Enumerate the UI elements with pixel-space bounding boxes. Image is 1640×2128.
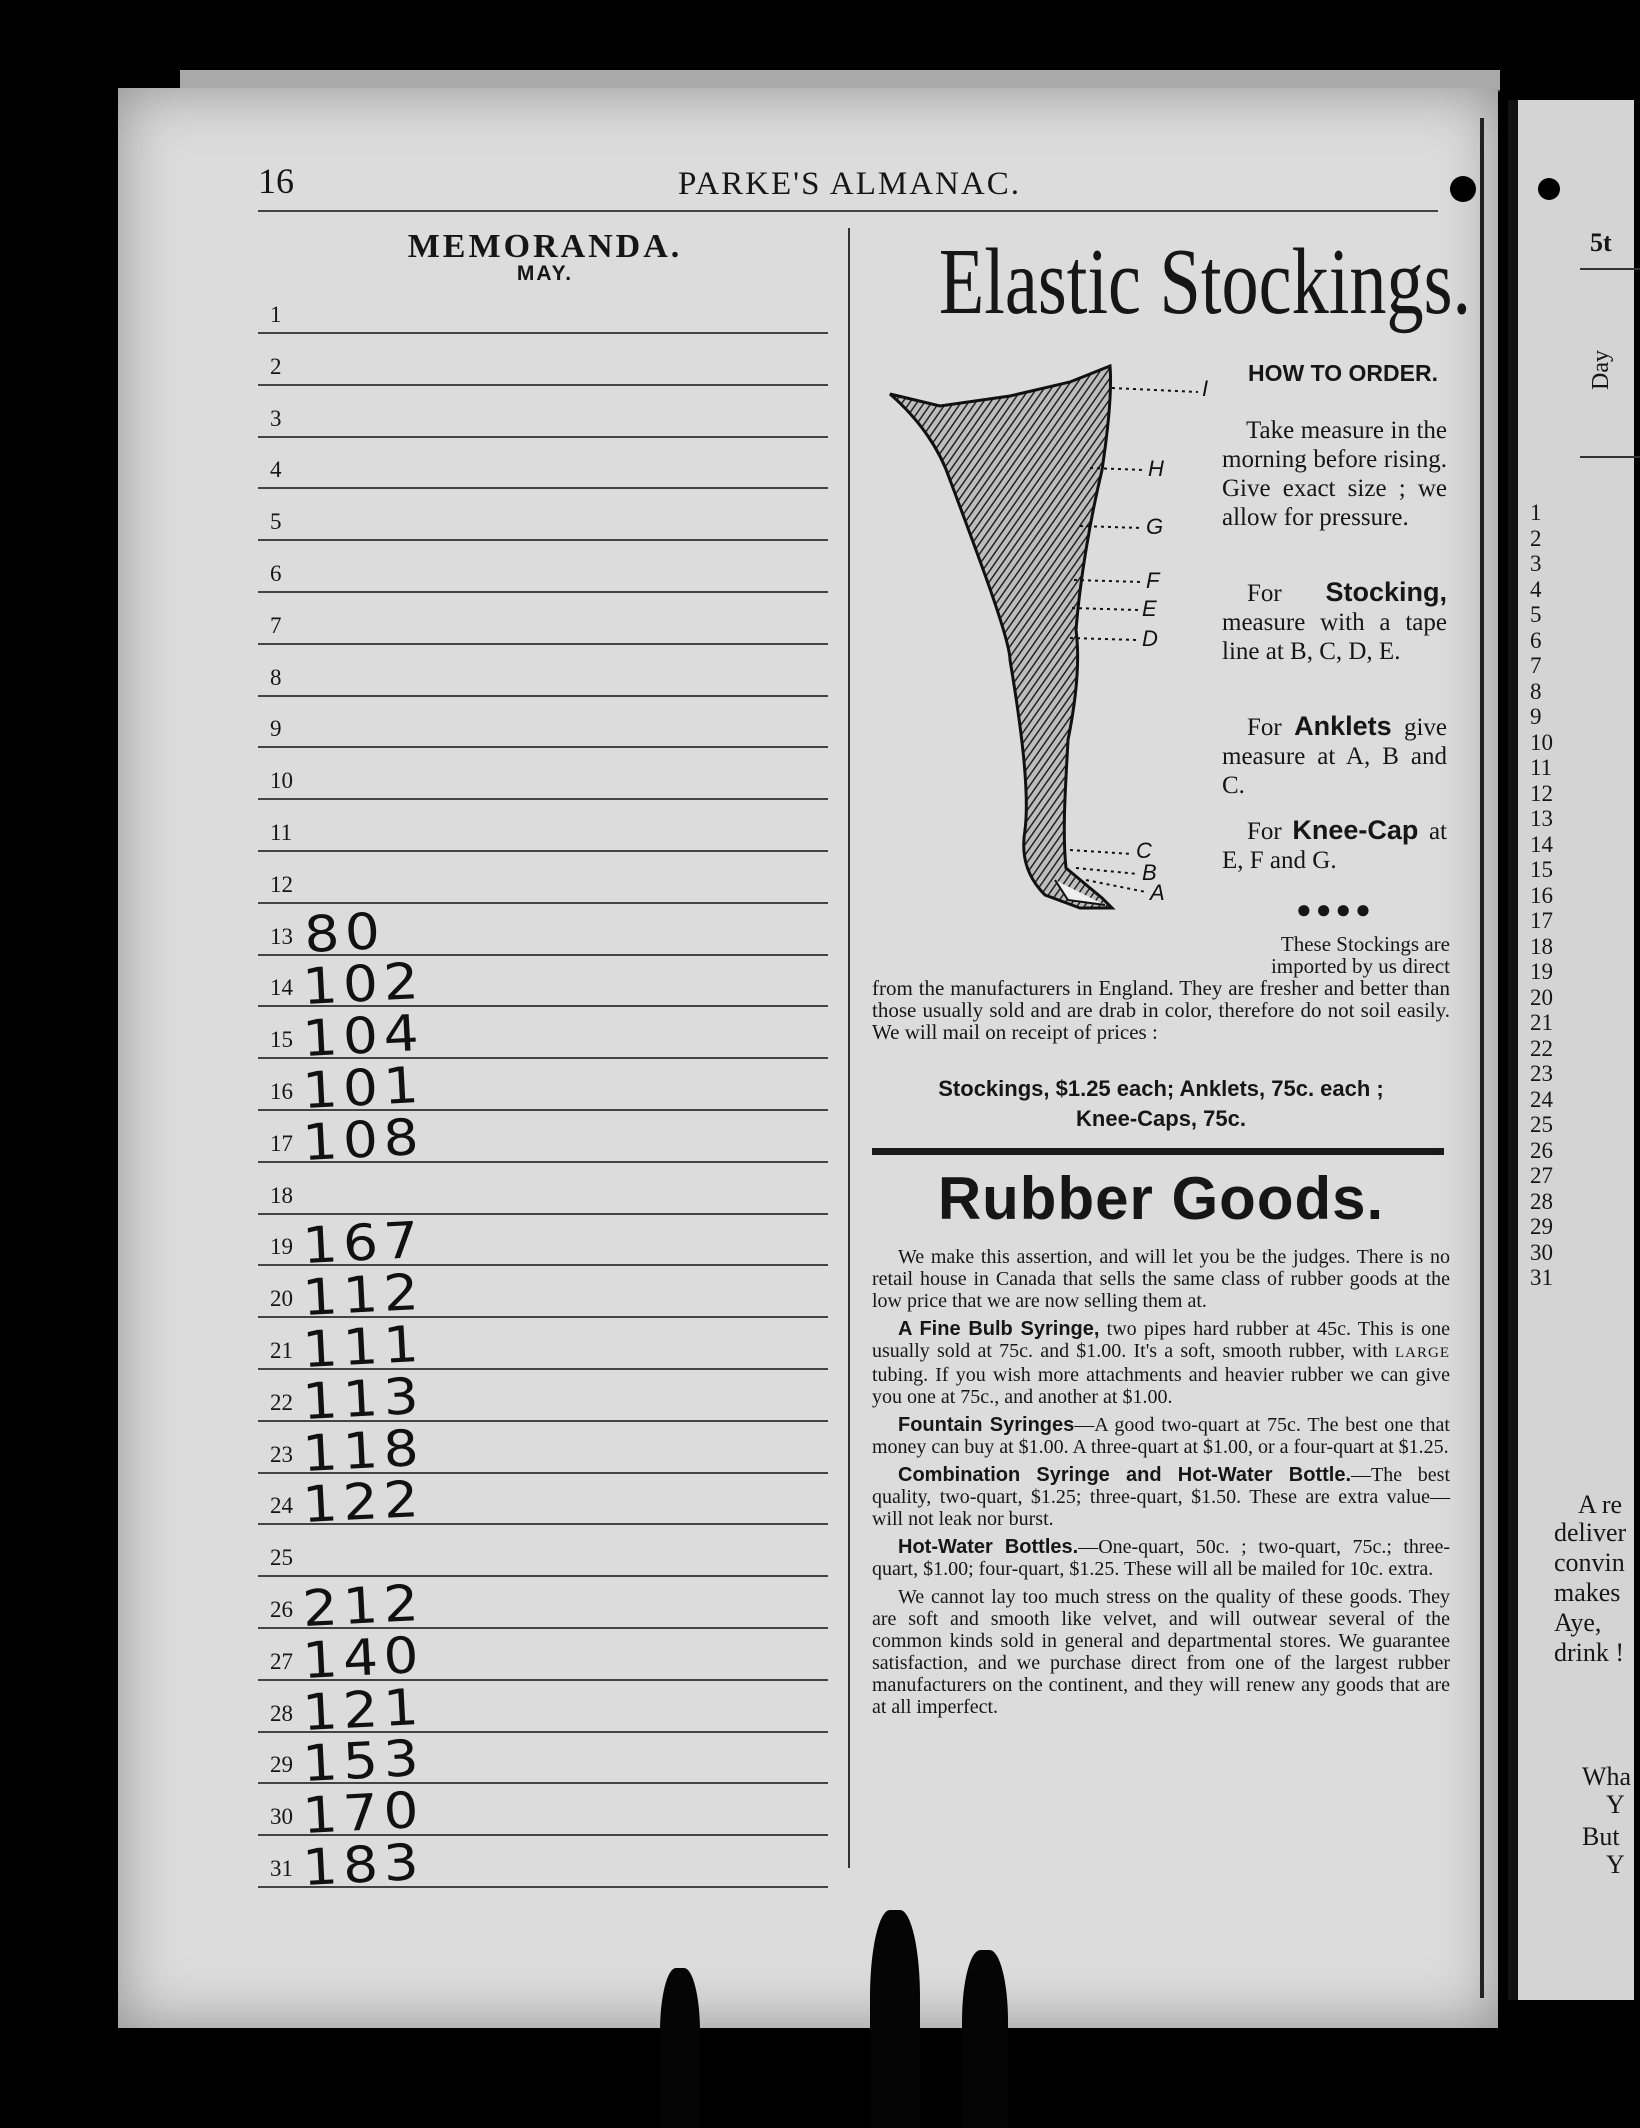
facing-text-fragment: But — [1582, 1822, 1620, 1851]
memoranda-handwritten-value: 167 — [301, 1211, 426, 1276]
memoranda-day: 21 — [270, 1338, 293, 1363]
ornament-dots: ●●●● — [1296, 895, 1375, 924]
rubber-closing: We cannot lay too much stress on the quality of these goods. They are soft and smooth like velvet, and will outwear several of the common kinds sold in general and departmental stores. We guarantee satisfaction, and we purchase direct from one of the largest rubber manufacturers on the continent, and they will renew any goods that are at all imperfect. — [872, 1586, 1450, 1718]
finger-shadow — [962, 1950, 1008, 2128]
stocking-instructions — [1222, 578, 1447, 666]
memoranda-handwritten-value: 122 — [301, 1470, 426, 1535]
memoranda-heading: MEMORANDA. — [407, 228, 683, 265]
facing-text-fragment: deliver — [1554, 1518, 1627, 1547]
leg-measure-label: E — [1142, 596, 1157, 621]
memoranda-day: 2 — [270, 353, 282, 379]
facing-day-number: 3 — [1530, 551, 1542, 576]
memoranda-day: 15 — [270, 1027, 293, 1053]
kneecap-label: Knee-Cap — [1292, 815, 1419, 845]
fountain-syringe-item — [872, 1414, 1450, 1458]
column-divider — [848, 228, 850, 1868]
memoranda-day: 25 — [270, 1545, 293, 1571]
memoranda-day: 30 — [270, 1804, 293, 1830]
memoranda-handwritten-value: 111 — [301, 1314, 426, 1380]
facing-day-number: 23 — [1530, 1061, 1553, 1086]
finger-shadow — [870, 1910, 920, 2128]
facing-text-fragment: makes — [1554, 1578, 1621, 1607]
memoranda-day: 31 — [270, 1856, 293, 1881]
prices-line-1: Stockings, $1.25 each; Anklets, 75c. each ; — [938, 1076, 1384, 1101]
section-divider — [872, 1148, 1444, 1155]
facing-day-number: 11 — [1530, 755, 1553, 780]
facing-day-number: 26 — [1530, 1137, 1553, 1163]
facing-day-number: 28 — [1530, 1188, 1553, 1214]
memoranda-row — [258, 1781, 828, 1846]
rubber-goods-title: Rubber Goods. — [937, 1165, 1385, 1232]
memoranda-row — [258, 1163, 828, 1215]
memoranda-row — [258, 1055, 828, 1121]
hot-water-item — [872, 1536, 1450, 1580]
memoranda-row — [258, 1004, 828, 1069]
memoranda-row — [258, 541, 828, 593]
combination-label: Combination Syringe and Hot-Water Bottle. — [898, 1464, 1352, 1486]
memoranda-row — [258, 1211, 828, 1276]
fountain-syringe-text: —A good two-quart at 75c. The best one that money can buy at $1.00. A three-quart at $1.00, or a four-quart at $1.25. — [872, 1414, 1450, 1458]
memoranda-day: 8 — [270, 664, 282, 690]
memoranda-row — [258, 1729, 828, 1794]
facing-text-fragment: Aye, — [1554, 1608, 1602, 1637]
facing-day-number: 19 — [1530, 959, 1553, 984]
memoranda-day: 13 — [270, 923, 293, 949]
memoranda-row — [258, 901, 828, 964]
memoranda-handwritten-value: 212 — [301, 1573, 426, 1639]
kneecap-text: at E, F and G. — [1222, 818, 1447, 874]
facing-heading-fragment: 5t — [1590, 228, 1612, 257]
facing-rule — [1580, 268, 1640, 270]
memoranda-row — [258, 1107, 828, 1172]
facing-text-fragment: Y — [1606, 1790, 1625, 1819]
memoranda-row — [258, 593, 828, 645]
facing-day-number: 17 — [1530, 908, 1553, 933]
facing-day-label: Day — [1588, 350, 1614, 390]
memoranda-row — [258, 334, 828, 386]
memoranda-handwritten-value: 153 — [301, 1729, 426, 1794]
memoranda-day: 22 — [270, 1389, 293, 1415]
memoranda-day: 14 — [270, 975, 293, 1001]
memoranda-handwritten-value: 121 — [301, 1677, 426, 1742]
memoranda-day: 24 — [270, 1493, 293, 1519]
facing-text-fragment: Wha — [1582, 1762, 1632, 1791]
facing-text-fragment: Y — [1606, 1850, 1625, 1879]
leg-measure-label: C — [1136, 838, 1152, 863]
memoranda-row — [258, 748, 828, 800]
memoranda-day: 19 — [270, 1234, 293, 1260]
stockings-ad-body — [872, 933, 1450, 1043]
facing-day-number: 9 — [1530, 704, 1542, 729]
memoranda-day: 29 — [270, 1752, 293, 1778]
kneecap-pre: For — [1247, 818, 1282, 845]
leg-measure-label: A — [1150, 880, 1165, 905]
page-number: 16 — [258, 161, 294, 201]
memoranda-day: 1 — [270, 302, 282, 327]
stockings-prices — [872, 1074, 1450, 1134]
kneecap-instructions — [1222, 816, 1447, 875]
facing-text-fragment: convin — [1554, 1548, 1625, 1577]
memoranda-handwritten-value: 183 — [301, 1832, 426, 1898]
anklets-pre: For — [1247, 714, 1282, 741]
memoranda-day: 3 — [270, 405, 282, 431]
facing-page-fragment — [1508, 100, 1634, 2000]
facing-day-number: 13 — [1530, 806, 1553, 831]
memoranda-day: 26 — [270, 1597, 293, 1622]
facing-day-number: 10 — [1530, 729, 1553, 755]
prices-line-2: Knee-Caps, 75c. — [1076, 1106, 1246, 1131]
facing-rule-2 — [1580, 456, 1640, 458]
memoranda-day: 5 — [270, 509, 282, 535]
leg-measure-label: D — [1142, 626, 1158, 651]
bulb-syringe-text-2: tubing. If you wish more attachments and heavier rubber we can give you one at 75c., and another at $1.00. — [872, 1364, 1450, 1408]
memoranda-day: 7 — [270, 612, 282, 638]
stocking-pre: For — [1247, 580, 1282, 607]
hot-water-text: —One-quart, 50c. ; two-quart, 75c.; three-quart, $1.00; four-quart, $1.25. These will all be mailed for 10c. extra. — [872, 1536, 1451, 1580]
facing-text-fragment: drink ! — [1554, 1638, 1625, 1667]
facing-day-number: 6 — [1530, 627, 1542, 653]
facing-day-number: 21 — [1530, 1010, 1553, 1035]
memoranda-handwritten-value: 118 — [301, 1418, 426, 1483]
facing-text-fragment: A re — [1578, 1490, 1623, 1519]
facing-day-number: 16 — [1530, 882, 1553, 908]
memoranda-row — [258, 282, 828, 334]
anklets-instructions — [1222, 712, 1447, 800]
anklets-label: Anklets — [1294, 711, 1392, 741]
memoranda-row — [258, 800, 828, 852]
stockings-body-text: from the manufacturers in England. They are fresher and better than those usually sold and are drab in color, therefore do not soil easily. We will mail on receipt of prices : — [872, 976, 1450, 1044]
facing-day-number: 25 — [1530, 1112, 1553, 1137]
memoranda-row — [258, 1677, 828, 1742]
facing-day-number: 27 — [1530, 1163, 1553, 1188]
memoranda-row — [258, 1470, 828, 1535]
memoranda-month: MAY. — [516, 262, 574, 285]
facing-day-number: 31 — [1530, 1265, 1553, 1290]
memoranda-row — [258, 1525, 828, 1577]
facing-day-number: 14 — [1530, 831, 1553, 857]
memoranda-day: 27 — [270, 1648, 293, 1674]
memoranda-handwritten-value: 113 — [301, 1366, 426, 1431]
facing-day-number: 20 — [1530, 984, 1553, 1010]
memoranda-row — [258, 696, 828, 748]
hot-water-label: Hot-Water Bottles. — [898, 1536, 1079, 1558]
anklets-text: give measure at A, B and C. — [1222, 714, 1448, 799]
facing-day-number: 12 — [1530, 780, 1553, 806]
memoranda-handwritten-value: 170 — [301, 1781, 426, 1846]
facing-day-number: 2 — [1530, 525, 1542, 551]
memoranda-handwritten-value: 104 — [301, 1004, 426, 1069]
combination-text: —The best quality, two-quart, $1.25; three-quart, $1.50. These are extra value—will not leak nor burst. — [872, 1464, 1451, 1530]
memoranda-list — [258, 0, 828, 2128]
memoranda-row — [258, 1263, 828, 1328]
memoranda-day: 9 — [270, 716, 282, 742]
memoranda-handwritten-value: 140 — [301, 1625, 426, 1690]
memoranda-row — [258, 437, 828, 489]
memoranda-day: 11 — [270, 820, 293, 845]
facing-day-number: 8 — [1530, 678, 1542, 704]
memoranda-row — [258, 952, 828, 1017]
leg-measure-label: G — [1146, 514, 1164, 539]
bulb-syringe-label: A Fine Bulb Syringe, — [898, 1318, 1100, 1340]
stockings-ad-title: Elastic Stockings. — [938, 230, 1472, 334]
punch-hole-right — [1538, 178, 1560, 200]
memoranda-day: 20 — [270, 1286, 293, 1312]
stocking-label: Stocking, — [1325, 577, 1447, 607]
stocking-leg-illustration — [880, 360, 1220, 940]
stockings-body-lead: These Stockings are imported by us direct — [1270, 932, 1450, 978]
stocking-text: measure with a tape line at B, C, D, E. — [1222, 609, 1447, 665]
memoranda-day: 10 — [270, 768, 293, 794]
punch-hole — [1450, 176, 1476, 202]
facing-day-number: 29 — [1530, 1214, 1553, 1239]
memoranda-handwritten-value: 101 — [301, 1055, 426, 1121]
memoranda-handwritten-value: 112 — [301, 1263, 426, 1328]
how-to-order-heading: HOW TO ORDER. — [1248, 360, 1438, 386]
page-title: PARKE'S ALMANAC. — [678, 166, 1021, 202]
facing-day-number: 24 — [1530, 1086, 1553, 1112]
memoranda-day: 23 — [270, 1441, 293, 1467]
facing-day-number: 15 — [1530, 857, 1553, 882]
facing-day-number: 1 — [1530, 500, 1542, 525]
combination-item — [872, 1464, 1450, 1530]
facing-day-number: 4 — [1530, 576, 1542, 602]
memoranda-day: 17 — [270, 1130, 293, 1156]
memoranda-row — [258, 1314, 828, 1380]
finger-shadow — [660, 1968, 700, 2128]
page-edge-rule — [1480, 118, 1484, 1998]
memoranda-handwritten-value: 80 — [302, 901, 387, 964]
memoranda-day: 12 — [270, 871, 293, 897]
memoranda-row — [258, 1366, 828, 1431]
facing-day-number: 30 — [1530, 1239, 1553, 1265]
memoranda-day: 16 — [270, 1079, 293, 1104]
facing-day-number: 5 — [1530, 602, 1542, 627]
memoranda-row — [258, 489, 828, 541]
memoranda-handwritten-value: 108 — [301, 1107, 426, 1172]
rubber-intro: We make this assertion, and will let you be the judges. There is no retail house in Canada that sells the same class of rubber goods at the low price that we are now selling them at. — [872, 1246, 1450, 1312]
leg-measure-label: I — [1202, 376, 1209, 401]
facing-day-number: 22 — [1530, 1035, 1553, 1061]
bulb-syringe-item — [872, 1318, 1450, 1408]
memoranda-day: 18 — [270, 1182, 293, 1208]
bulb-syringe-text-1: two pipes hard rubber at 45c. This is one usually sold at 75c. and $1.00. It's a soft, smooth rubber, with — [872, 1318, 1450, 1362]
measure-instructions: Take measure in the morning before rising. Give exact size ; we allow for pressure. — [1222, 417, 1447, 531]
memoranda-row — [258, 852, 828, 904]
rubber-goods-copy — [872, 1246, 1450, 1724]
facing-day-number: 7 — [1530, 653, 1542, 678]
memoranda-day: 4 — [270, 457, 282, 483]
leg-measure-label: B — [1142, 860, 1157, 885]
leg-measure-label: H — [1148, 456, 1164, 481]
bulb-syringe-large: LARGE — [1395, 1345, 1450, 1361]
memoranda-day: 28 — [270, 1700, 293, 1726]
memoranda-handwritten-value: 102 — [301, 952, 426, 1017]
memoranda-day: 6 — [270, 561, 282, 586]
facing-day-number: 18 — [1530, 933, 1553, 959]
memoranda-row — [258, 645, 828, 697]
memoranda-row — [258, 1832, 828, 1898]
fountain-syringe-label: Fountain Syringes — [898, 1414, 1075, 1436]
leg-measure-label: F — [1146, 568, 1160, 593]
memoranda-row — [258, 1418, 828, 1483]
memoranda-row — [258, 1573, 828, 1639]
memoranda-row — [258, 386, 828, 438]
memoranda-row — [258, 1625, 828, 1690]
